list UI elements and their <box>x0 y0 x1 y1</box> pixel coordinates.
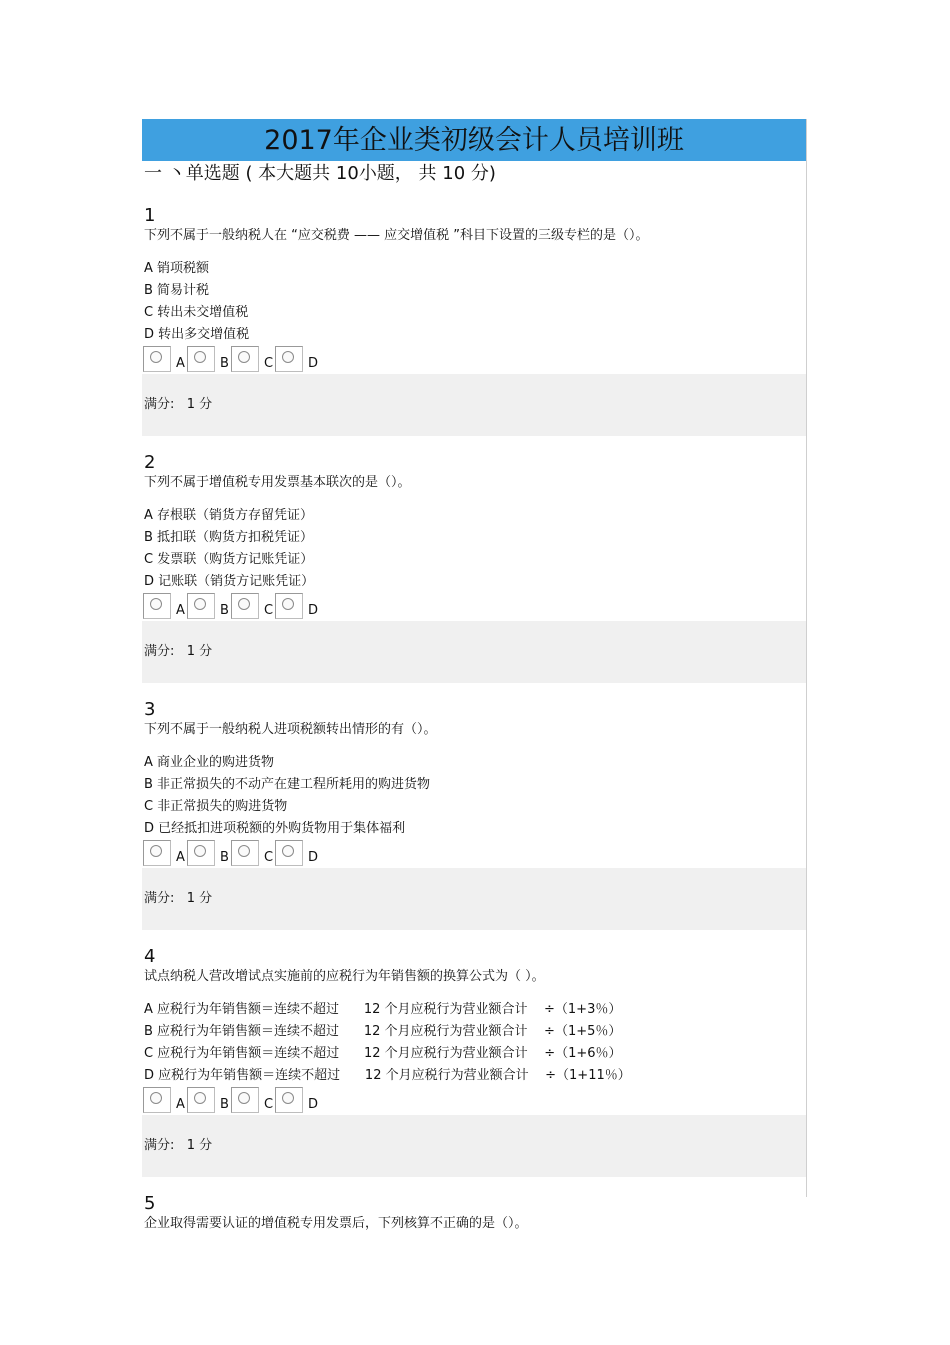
question-2 <box>142 453 806 683</box>
answer-radio-group <box>142 593 806 621</box>
radio-c[interactable] <box>231 1087 259 1113</box>
question-number: 3 <box>144 699 156 720</box>
question-4 <box>142 947 806 1177</box>
answer-radio-group <box>142 346 806 374</box>
answer-radio-group <box>142 1087 806 1115</box>
radio-circle-icon <box>238 351 250 363</box>
option-a: A 存根联（销货方存留凭证） <box>144 508 314 523</box>
radio-circle-icon <box>194 351 206 363</box>
radio-label-b: B <box>220 356 229 371</box>
option-d: D 已经抵扣进项税额的外购货物用于集体福利 <box>144 821 406 836</box>
radio-label-a: A <box>176 850 185 865</box>
radio-label-a: A <box>176 603 185 618</box>
answer-radio-group <box>142 840 806 868</box>
radio-circle-icon <box>150 1092 162 1104</box>
option-d: D 转出多交增值税 <box>144 327 250 342</box>
question-number: 4 <box>144 946 156 967</box>
score-row <box>142 621 806 683</box>
radio-b[interactable] <box>187 593 215 619</box>
radio-label-d: D <box>308 356 319 371</box>
question-1 <box>142 206 806 436</box>
radio-c[interactable] <box>231 346 259 372</box>
radio-label-d: D <box>308 1097 319 1112</box>
option-list <box>142 999 806 1087</box>
radio-label-c: C <box>264 1097 274 1112</box>
option-a: A 销项税额 <box>144 261 210 276</box>
question-text: 试点纳税人营改增试点实施前的应税行为年销售额的换算公式为（ ）。 <box>144 969 545 984</box>
option-list <box>142 505 806 593</box>
radio-d[interactable] <box>275 593 303 619</box>
radio-circle-icon <box>282 1092 294 1104</box>
option-a: A 应税行为年销售额＝连续不超过 12 个月应税行为营业额合计 ÷（1+3％） <box>144 1002 622 1017</box>
radio-c[interactable] <box>231 840 259 866</box>
option-c: C 发票联（购货方记账凭证） <box>144 552 314 567</box>
radio-circle-icon <box>282 598 294 610</box>
radio-b[interactable] <box>187 1087 215 1113</box>
option-c: C 转出未交增值税 <box>144 305 249 320</box>
option-b: B 非正常损失的不动产在建工程所耗用的购进货物 <box>144 777 431 792</box>
option-list <box>142 752 806 840</box>
radio-label-d: D <box>308 850 319 865</box>
radio-circle-icon <box>282 351 294 363</box>
option-c: C 应税行为年销售额＝连续不超过 12 个月应税行为营业额合计 ÷（1+6％） <box>144 1046 622 1061</box>
radio-circle-icon <box>238 845 250 857</box>
radio-circle-icon <box>194 1092 206 1104</box>
radio-label-b: B <box>220 850 229 865</box>
radio-circle-icon <box>150 845 162 857</box>
radio-b[interactable] <box>187 346 215 372</box>
question-number: 1 <box>144 205 156 226</box>
option-d: D 记账联（销货方记账凭证） <box>144 574 315 589</box>
radio-circle-icon <box>194 845 206 857</box>
option-a: A 商业企业的购进货物 <box>144 755 275 770</box>
score-row <box>142 374 806 436</box>
option-b: B 抵扣联（购货方扣税凭证） <box>144 530 314 545</box>
radio-label-b: B <box>220 603 229 618</box>
radio-circle-icon <box>238 598 250 610</box>
option-d: D 应税行为年销售额＝连续不超过 12 个月应税行为营业额合计 ÷（1+11％） <box>144 1068 631 1083</box>
score-text: 满分: 1 分 <box>144 1138 213 1153</box>
radio-label-c: C <box>264 850 274 865</box>
radio-a[interactable] <box>143 1087 171 1113</box>
radio-circle-icon <box>150 598 162 610</box>
page-title: 2017年企业类初级会计人员培训班 <box>142 119 806 161</box>
score-row <box>142 868 806 930</box>
radio-label-a: A <box>176 356 185 371</box>
question-text: 下列不属于一般纳税人在 “应交税费 —— 应交增值税 ”科目下设置的三级专栏的是（）。 <box>144 228 649 243</box>
radio-label-c: C <box>264 356 274 371</box>
radio-label-c: C <box>264 603 274 618</box>
radio-label-b: B <box>220 1097 229 1112</box>
question-5 <box>142 1194 806 1234</box>
question-text: 企业取得需要认证的增值税专用发票后，下列核算不正确的是（）。 <box>144 1216 528 1231</box>
radio-label-a: A <box>176 1097 185 1112</box>
radio-a[interactable] <box>143 840 171 866</box>
question-3 <box>142 700 806 930</box>
option-c: C 非正常损失的购进货物 <box>144 799 288 814</box>
radio-circle-icon <box>238 1092 250 1104</box>
option-b: B 应税行为年销售额＝连续不超过 12 个月应税行为营业额合计 ÷（1+5％） <box>144 1024 622 1039</box>
question-text: 下列不属于增值税专用发票基本联次的是（）。 <box>144 475 411 490</box>
question-number: 2 <box>144 452 156 473</box>
radio-circle-icon <box>194 598 206 610</box>
score-text: 满分: 1 分 <box>144 891 213 906</box>
radio-a[interactable] <box>143 346 171 372</box>
score-text: 满分: 1 分 <box>144 397 213 412</box>
exam-sheet <box>142 119 807 1231</box>
option-b: B 简易计税 <box>144 283 210 298</box>
section-heading: 一 丶单选题 ( 本大题共 10小题， 共 10 分) <box>144 163 496 184</box>
radio-c[interactable] <box>231 593 259 619</box>
question-number: 5 <box>144 1193 156 1214</box>
radio-label-d: D <box>308 603 319 618</box>
radio-b[interactable] <box>187 840 215 866</box>
option-list <box>142 258 806 346</box>
radio-circle-icon <box>150 351 162 363</box>
radio-circle-icon <box>282 845 294 857</box>
radio-a[interactable] <box>143 593 171 619</box>
question-text: 下列不属于一般纳税人进项税额转出情形的有（）。 <box>144 722 437 737</box>
score-row <box>142 1115 806 1177</box>
radio-d[interactable] <box>275 346 303 372</box>
radio-d[interactable] <box>275 1087 303 1113</box>
radio-d[interactable] <box>275 840 303 866</box>
score-text: 满分: 1 分 <box>144 644 213 659</box>
